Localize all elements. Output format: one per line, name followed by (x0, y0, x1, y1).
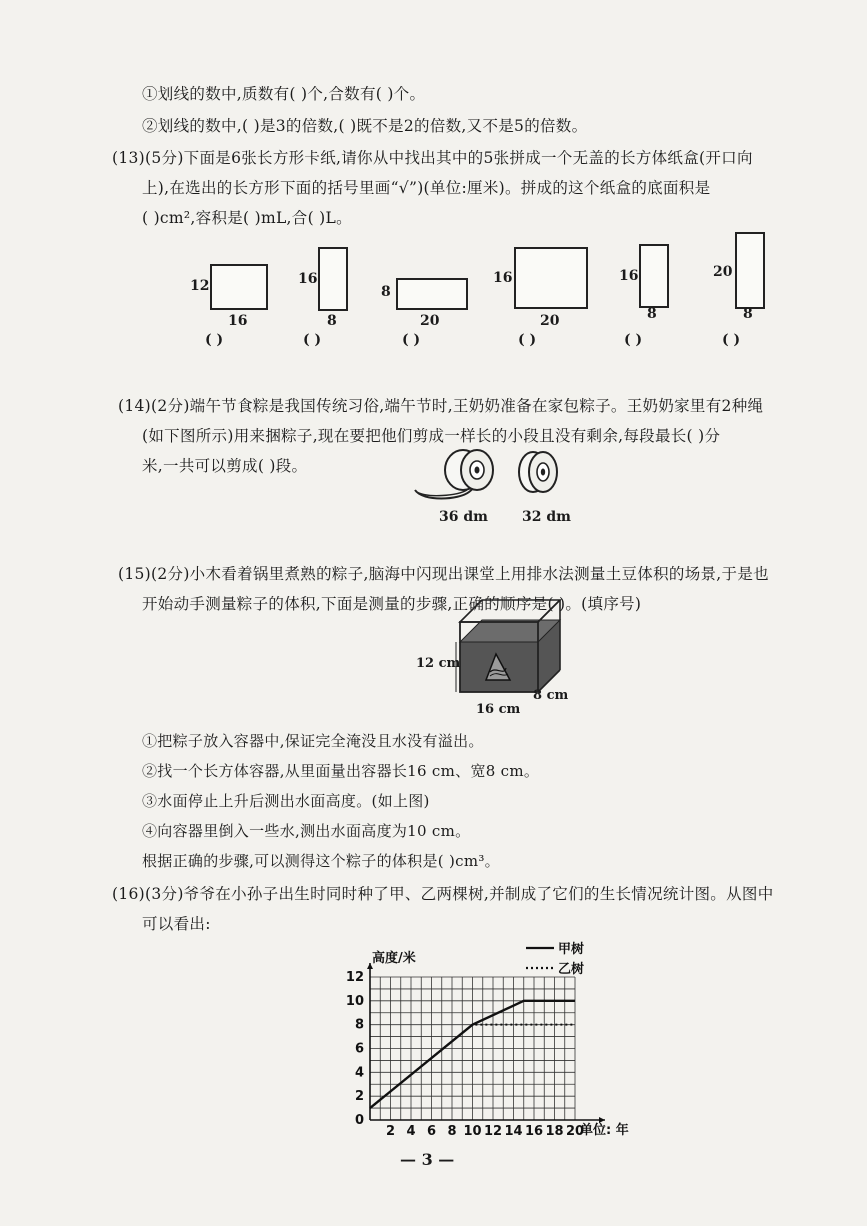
legend-label-2: 乙树 (558, 962, 585, 977)
x-tick-label: 8 (447, 1124, 457, 1139)
x-tick-label: 6 (426, 1124, 437, 1139)
x-tick-label: 2 (385, 1124, 396, 1139)
card-6-paren: ( ) (722, 332, 741, 348)
q13-line2: 上),在选出的长方形下面的括号里画“√”)(单位:厘米)。拼成的这个纸盒的底面积是 (142, 179, 711, 197)
x-tick-label: 10 (463, 1124, 482, 1139)
q12-line2: ②划线的数中,( )是3的倍数,( )既不是2的倍数,又不是5的倍数。 (142, 117, 588, 135)
card-2 (318, 247, 348, 311)
chart-grid (370, 977, 575, 1120)
chart-axes (367, 963, 605, 1123)
legend-label-1: 甲树 (558, 942, 585, 957)
q15-result: 根据正确的步骤,可以测得这个粽子的体积是( )cm³。 (142, 852, 500, 870)
q13-line1: (13)(5分)下面是6张长方形卡纸,请你从中找出其中的5张拼成一个无盖的长方体纸盒(开口向 (112, 149, 753, 167)
card-6-bottom: 8 (743, 306, 753, 322)
q16-line1: (16)(3分)爷爷在小孙子出生时同时种了甲、乙两棵树,并制成了它们的生长情况统计图。从图中 (112, 885, 774, 903)
card-6 (735, 232, 765, 309)
card-5-paren: ( ) (624, 332, 643, 348)
card-2-paren: ( ) (303, 332, 322, 348)
y-axis-label: 高度/米 (372, 951, 416, 966)
x-tick-label: 14 (504, 1124, 523, 1139)
y-tick-label: 10 (345, 993, 364, 1009)
q15-step1: ①把粽子放入容器中,保证完全淹没且水没有溢出。 (142, 732, 484, 750)
card-4-side: 16 (493, 270, 513, 286)
card-1-paren: ( ) (205, 332, 224, 348)
y-tick-label: 6 (354, 1041, 364, 1057)
card-3-side: 8 (381, 284, 391, 300)
q14-line3: 米,一共可以剪成( )段。 (142, 457, 308, 475)
dim-height: 12 cm (416, 656, 461, 671)
container-figure (448, 596, 568, 702)
q15-step4: ④向容器里倒入一些水,测出水面高度为10 cm。 (142, 822, 471, 840)
q14-line2: (如下图所示)用来捆粽子,现在要把他们剪成一样长的小段且没有剩余,每段最长( )分 (142, 427, 721, 445)
chart-ticks (346, 970, 584, 1139)
q12-line1: ①划线的数中,质数有( )个,合数有( )个。 (142, 85, 426, 103)
card-6-side: 20 (713, 264, 733, 280)
y-tick-label: 0 (354, 1113, 364, 1128)
rope-rolls-icon (405, 448, 585, 508)
q14-line1: (14)(2分)端午节食粽是我国传统习俗,端午节时,王奶奶准备在家包粽子。王奶奶家里有2种绳 (118, 397, 764, 415)
x-tick-label: 12 (483, 1124, 503, 1139)
card-1-side: 12 (190, 278, 210, 294)
card-5-bottom: 8 (647, 306, 657, 322)
dim-length: 16 cm (476, 702, 521, 717)
card-2-side: 16 (298, 271, 318, 287)
card-3-bottom: 20 (420, 313, 440, 329)
q16-line2: 可以看出: (142, 915, 211, 933)
card-5-side: 16 (619, 268, 639, 284)
card-1-bottom: 16 (228, 313, 248, 329)
q15-line2: 开始动手测量粽子的体积,下面是测量的步骤,正确的顺序是( )。(填序号) (142, 595, 642, 613)
dim-width: 8 cm (533, 688, 569, 703)
x-axis-label: 单位: 年 (580, 1123, 629, 1138)
growth-line-chart (330, 938, 660, 1143)
q13-line3: ( )cm²,容积是( )mL,合( )L。 (142, 209, 352, 227)
x-tick-label: 18 (545, 1124, 564, 1139)
card-4 (514, 247, 588, 309)
q15-step3: ③水面停止上升后测出水面高度。(如上图) (142, 792, 430, 810)
card-1 (210, 264, 268, 310)
page-number: — 3 — (400, 1150, 455, 1169)
y-tick-label: 12 (345, 970, 364, 985)
x-tick-label: 20 (565, 1124, 585, 1139)
x-tick-label: 16 (524, 1124, 544, 1139)
x-tick-label: 4 (406, 1124, 416, 1139)
card-3-paren: ( ) (402, 332, 421, 348)
y-tick-label: 4 (354, 1065, 364, 1081)
q15-step2: ②找一个长方体容器,从里面量出容器长16 cm、宽8 cm。 (142, 762, 540, 780)
y-tick-label: 2 (354, 1089, 364, 1105)
y-tick-label: 8 (354, 1017, 364, 1033)
card-3 (396, 278, 468, 310)
card-5 (639, 244, 669, 308)
rope-2-length: 32 dm (522, 509, 571, 525)
card-2-bottom: 8 (327, 313, 337, 329)
chart-legend (526, 941, 584, 977)
rope-1-length: 36 dm (439, 509, 488, 525)
card-4-bottom: 20 (540, 313, 560, 329)
q15-line1: (15)(2分)小木看着锅里煮熟的粽子,脑海中闪现出课堂上用排水法测量土豆体积的场景,于是也 (118, 565, 769, 583)
card-4-paren: ( ) (518, 332, 537, 348)
